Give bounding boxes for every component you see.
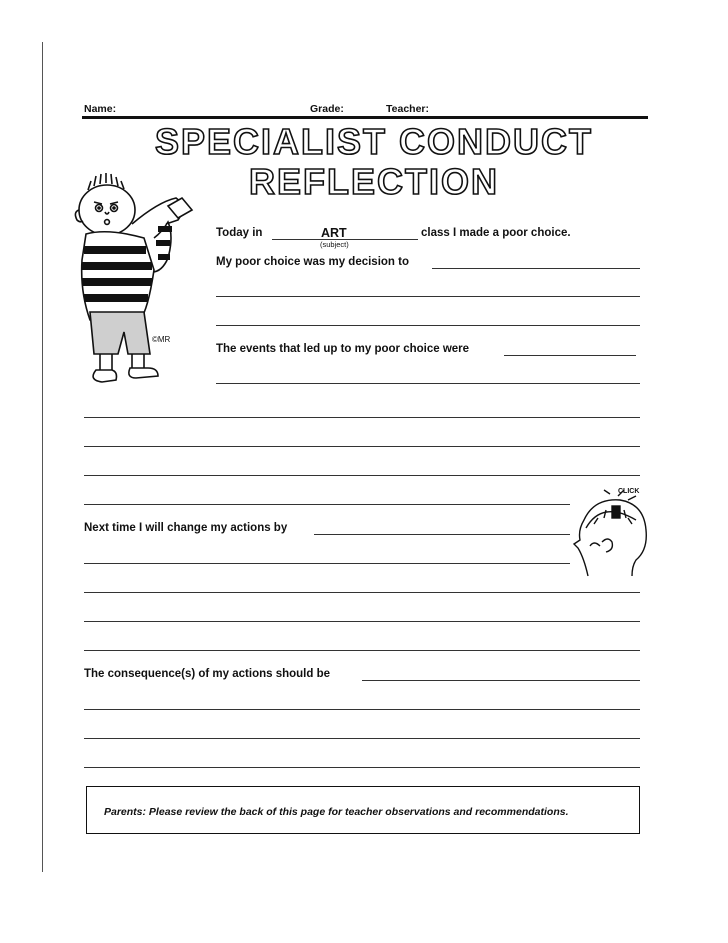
answer-line[interactable]	[314, 534, 570, 535]
teacher-label: Teacher:	[386, 103, 429, 115]
parents-note: Parents: Please review the back of this page for teacher observations and recommendations.	[104, 806, 569, 818]
worksheet-title	[130, 120, 610, 200]
events-prompt: The events that led up to my poor choice were	[216, 343, 470, 355]
answer-line[interactable]	[216, 325, 640, 326]
poor-choice-prompt: My poor choice was my decision to	[216, 256, 409, 268]
name-label: Name:	[84, 103, 117, 115]
answer-line[interactable]	[84, 621, 640, 622]
answer-line[interactable]	[84, 738, 640, 739]
title-line-1: SPECIALIST CONDUCT	[154, 121, 594, 162]
answer-line[interactable]	[84, 563, 570, 564]
title-line-2: REFLECTION	[249, 161, 499, 200]
thinking-head-illustration	[572, 484, 648, 582]
answer-line[interactable]	[84, 475, 640, 476]
grade-label: Grade:	[310, 103, 344, 115]
answer-line[interactable]	[84, 592, 640, 593]
today-prefix: Today in	[216, 227, 263, 239]
answer-line[interactable]	[84, 417, 640, 418]
today-suffix: class I made a poor choice.	[421, 227, 571, 239]
margin-rule	[42, 42, 43, 872]
answer-line[interactable]	[84, 767, 640, 768]
answer-line[interactable]	[216, 383, 640, 384]
answer-line[interactable]	[216, 296, 640, 297]
subject-field[interactable]: ART	[321, 226, 347, 240]
answer-line[interactable]	[504, 355, 636, 356]
subject-hint: (subject)	[320, 240, 349, 249]
answer-line[interactable]	[432, 268, 640, 269]
boy-signature: ©MR	[152, 335, 171, 344]
answer-line[interactable]	[84, 650, 640, 651]
boy-illustration	[72, 166, 202, 388]
header-rule	[82, 116, 648, 119]
click-caption: CLICK	[618, 488, 640, 495]
answer-line[interactable]	[362, 680, 640, 681]
consequence-prompt: The consequence(s) of my actions should be	[84, 668, 331, 680]
answer-line[interactable]	[84, 504, 570, 505]
answer-line[interactable]	[84, 709, 640, 710]
next-time-prompt: Next time I will change my actions by	[84, 522, 288, 534]
answer-line[interactable]	[84, 446, 640, 447]
